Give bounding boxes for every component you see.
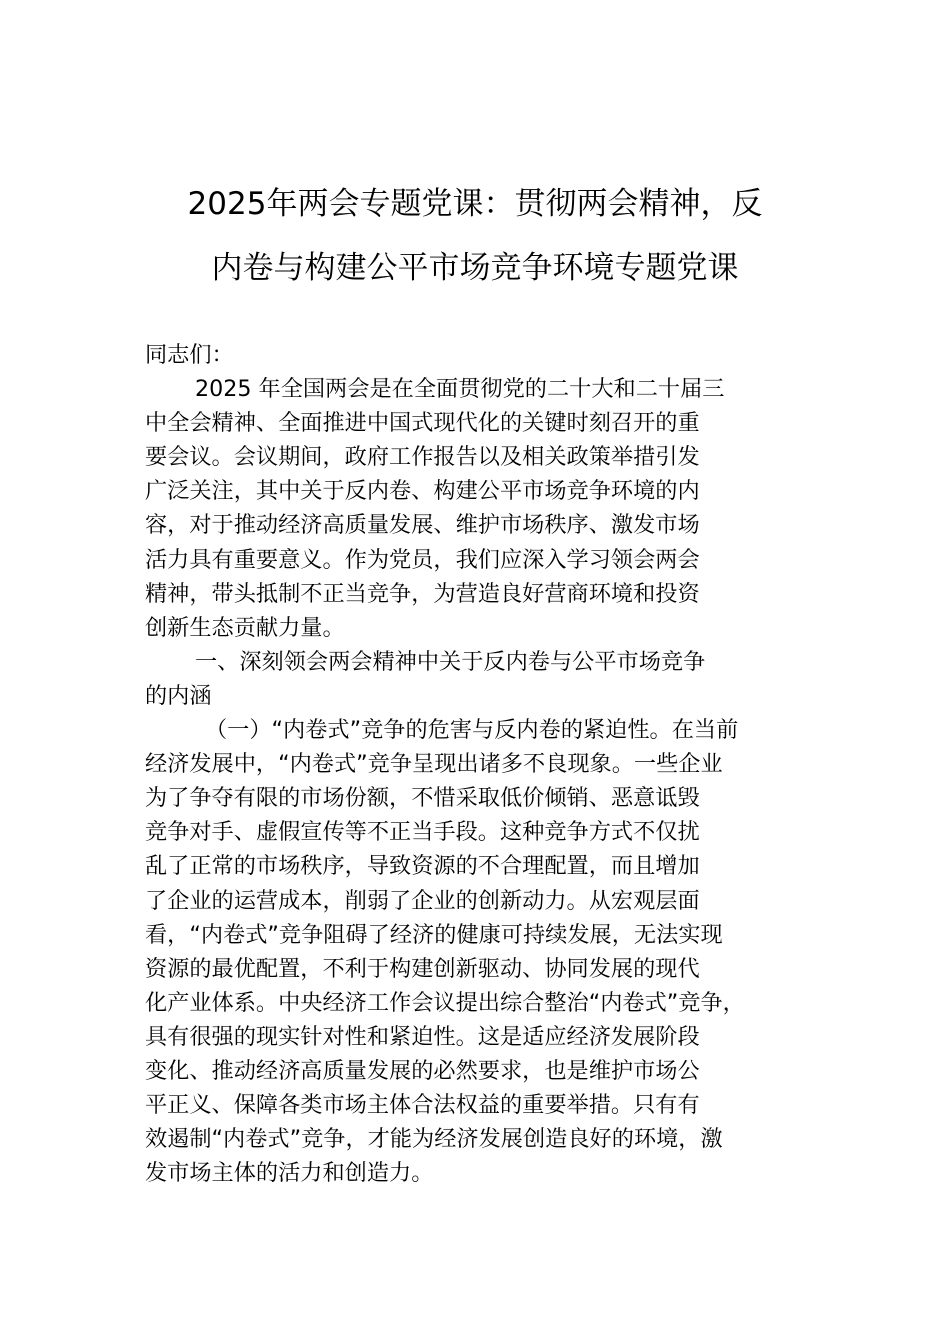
paragraph-line: 乱了正常的市场秩序，导致资源的不合理配置，而且增加: [145, 853, 700, 880]
paragraph-line: 要会议。会议期间，政府工作报告以及相关政策举措引发: [145, 444, 700, 471]
paragraph-line: 经济发展中，“内卷式”竞争呈现出诸多不良现象。一些企业: [145, 751, 723, 778]
paragraph-line: 平正义、保障各类市场主体合法权益的重要举措。只有有: [145, 1092, 700, 1119]
paragraph-line: 广泛关注，其中关于反内卷、构建公平市场竞争环境的内: [145, 478, 700, 505]
paragraph-line: 看，“内卷式”竞争阻碍了经济的健康可持续发展，无法实现: [145, 921, 723, 948]
paragraph-line: 精神，带头抵制不正当竞争，为营造良好营商环境和投资: [145, 580, 700, 607]
document-body: [145, 338, 835, 1190]
paragraph-line: 具有很强的现实针对性和紧迫性。这是适应经济发展阶段: [145, 1023, 700, 1050]
paragraph-line: 活力具有重要意义。作为党员，我们应深入学习领会两会: [145, 546, 700, 573]
subsection-line: （一）“内卷式”竞争的危害与反内卷的紧迫性。在当前: [205, 717, 739, 744]
section-heading-line: 一、深刻领会两会精神中关于反内卷与公平市场竞争: [195, 648, 706, 675]
salutation: 同志们：: [145, 342, 234, 368]
paragraph-line: 变化、推动经济高质量发展的必然要求，也是维护市场公: [145, 1057, 700, 1084]
paragraph-line: 为了争夺有限的市场份额，不惜采取低价倾销、恶意诋毁: [145, 785, 700, 812]
paragraph-line: 2025 年全国两会是在全面贯彻党的二十大和二十届三: [195, 376, 725, 403]
paragraph-line: 容，对于推动经济高质量发展、维护市场秩序、激发市场: [145, 512, 700, 539]
paragraph-line: 中全会精神、全面推进中国式现代化的关键时刻召开的重: [145, 410, 700, 437]
paragraph-line: 化产业体系。中央经济工作会议提出综合整治“内卷式”竞争，: [145, 989, 745, 1016]
title-line-1: 2025年两会专题党课：贯彻两会精神，反: [187, 186, 763, 222]
paragraph-line: 发市场主体的活力和创造力。: [145, 1160, 434, 1187]
paragraph-line: 效遏制“内卷式”竞争，才能为经济发展创造良好的环境，激: [145, 1126, 723, 1153]
paragraph-line: 竞争对手、虚假宣传等不正当手段。这种竞争方式不仅扰: [145, 819, 700, 846]
section-heading-line: 的内涵: [145, 682, 212, 709]
title-line-2: 内卷与构建公平市场竞争环境专题党课: [211, 250, 739, 286]
document-title: [130, 172, 820, 300]
paragraph-line: 资源的最优配置，不利于构建创新驱动、协同发展的现代: [145, 955, 700, 982]
paragraph-line: 创新生态贡献力量。: [145, 614, 345, 641]
paragraph-line: 了企业的运营成本，削弱了企业的创新动力。从宏观层面: [145, 887, 700, 914]
